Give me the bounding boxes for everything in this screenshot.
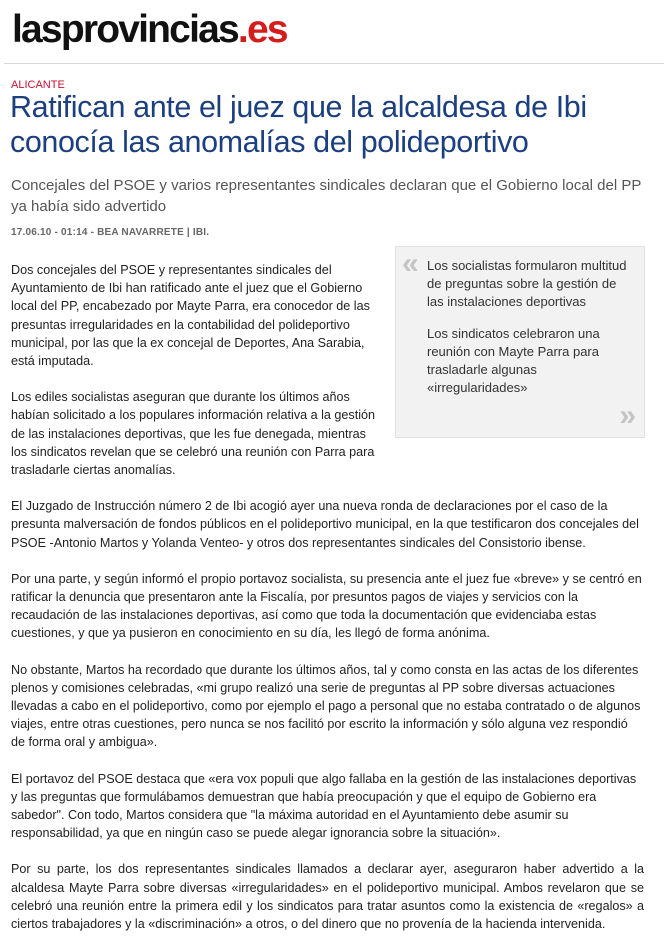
body-paragraph: No obstante, Martos ha recordado que durante los últimos años, tal y como consta en las actas de los diferentes plenos y comisiones celebradas, «mi grupo realizó una serie de preguntas al PP sobre diversas actuaciones llevadas a cabo en el polideportivo, como por ejemplo el pago a personal que no estaba contratado o de algunos viajes, entre otras cuestiones, pero nunca se nos facilitó por escrito la información y sólo alguna vez respondió de forma oral y ambigua». [11, 662, 641, 750]
article-body [11, 261, 644, 951]
section-link[interactable]: ALICANTE [11, 79, 65, 91]
site-logo[interactable] [12, 2, 287, 58]
body-paragraph: Por una parte, y según informó el propio portavoz socialista, su presencia ante el juez fue «breve» y se centró en ratificar la denuncia que presentaron ante la Fiscalía, por presuntos pagos de viajes y servicios con la recaudación de las instalaciones deportivas, así como que toda la documentación que evidenciaba estas cuestiones, y que ya pusieron en conocimiento en su día, les llegó de forma anónima. [11, 571, 642, 641]
masthead-divider [4, 63, 664, 64]
article-subheadline: Concejales del PSOE y varios representantes sindicales declaran que el Gobierno local del PP ya había sido advertido [11, 177, 642, 215]
pullquote-item: Los socialistas formularon multitud de preguntas sobre la gestión de las instalaciones deportivas [427, 258, 627, 309]
body-paragraph: El Juzgado de Instrucción número 2 de Ibi acogió ayer una nueva ronda de declaraciones por el caso de la presunta malversación de fondos públicos en el polideportivo municipal, en la que testificaron dos concejales del PSOE -Antonio Martos y Yolanda Venteo- y otros dos representantes sindicales del Consistorio ibense. [11, 499, 639, 550]
body-paragraph: Los ediles socialistas aseguran que durante los últimos años habían solicitado a los populares información relativa a la gestión de las instalaciones deportivas, que les fue denegada, mientras los sindicatos revelan que se celebró una reunión con Parra para trasladarle ciertas anomalías. [11, 390, 376, 478]
quote-open-icon: « [402, 247, 419, 280]
pullquote-item: Los sindicatos celebraron una reunión con Mayte Parra para trasladarle algunas «irregularidades» [427, 326, 600, 395]
logo-name: lasprovincias [12, 8, 238, 51]
article-headline: Ratifican ante el juez que la alcaldesa de Ibi conocía las anomalías del polideportivo [10, 90, 587, 159]
body-paragraph: Dos concejales del PSOE y representantes sindicales del Ayuntamiento de Ibi han ratificado ante el juez que el Gobierno local del PP, encabezado por Mayte Parra, era conocedor de las presuntas irregularidades en la contabilidad del polideportivo municipal, por las que la ex concejal de Deportes, Ana Sarabia, está imputada. [11, 263, 370, 369]
logo-dot: . [237, 8, 247, 51]
article-byline: 17.06.10 - 01:14 - BEA NAVARRETE | IBI. [11, 227, 210, 238]
masthead [0, 0, 671, 60]
logo-tld: es [246, 8, 287, 51]
body-paragraph: Por su parte, los dos representantes sindicales llamados a declarar ayer, aseguraron haber advertido a la alcaldesa Mayte Parra sobre diversas «irregularidades» en el polideportivo municipal. Ambos revelaron que se celebró una reunión entre la primera edil y los sindicatos para tratar asuntos como la existencia de «regalos» a ciertos trabajadores y la «discriminación» a otros, o del dinero que no provenía de la hacienda intervenida. [11, 862, 644, 932]
body-paragraph: El portavoz del PSOE destaca que «era vox populi que algo fallaba en la gestión de las instalaciones deportivas y las preguntas que formulábamos demuestran que había preocupación y que el equipo de Gobierno era sabedor". Con todo, Martos considera que "la máxima autoridad en el Ayuntamiento debe asumir su responsabilidad, ya que en ningún caso se puede alegar ignorancia sobre la situación». [11, 771, 637, 841]
quote-close-icon: » [619, 399, 636, 432]
